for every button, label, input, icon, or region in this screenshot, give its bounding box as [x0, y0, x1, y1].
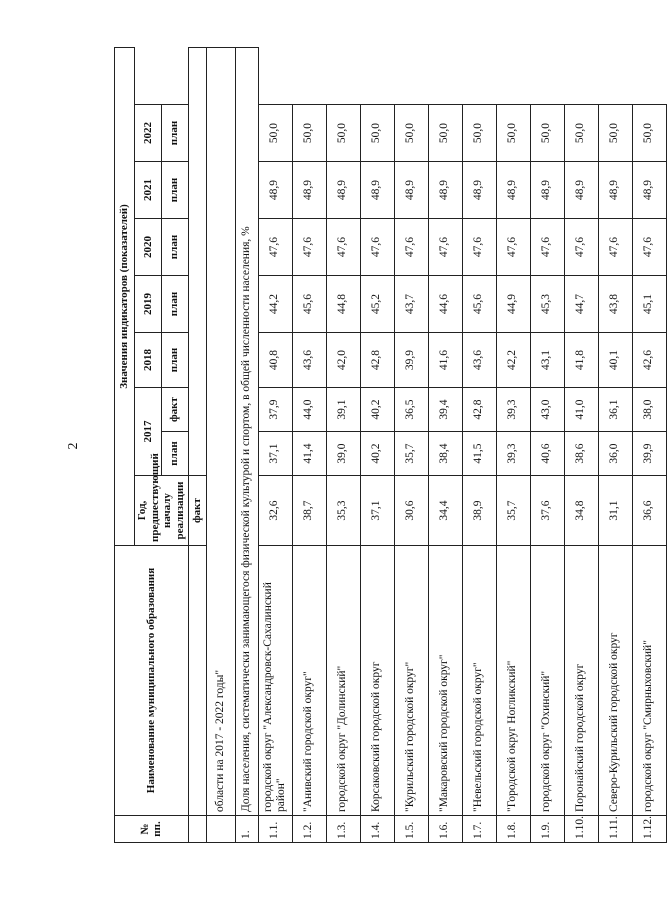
row-number: 1.4. [360, 816, 394, 843]
row-value: 41,6 [428, 333, 462, 388]
row-value: 43,7 [394, 276, 428, 333]
row-value: 40,2 [360, 432, 394, 476]
row-municipality-name: "Курильский городской округ" [394, 546, 428, 816]
row-value: 36,0 [598, 432, 632, 476]
row-value: 50,0 [326, 105, 360, 162]
row-value: 40,6 [530, 432, 564, 476]
row-municipality-name: "Анивский городской округ" [292, 546, 326, 816]
row-value: 38,9 [462, 476, 496, 546]
row-value: 50,0 [292, 105, 326, 162]
row-value: 44,7 [564, 276, 598, 333]
table-row [394, 47, 428, 842]
row-number: 1.2. [292, 816, 326, 843]
row-value: 47,6 [360, 219, 394, 276]
row-value: 48,9 [394, 162, 428, 219]
header-plan: план [161, 432, 188, 476]
row-number: 1.11. [598, 816, 632, 843]
row-number: 1.12. [632, 816, 666, 843]
row-value: 48,9 [632, 162, 666, 219]
row-value: 41,0 [564, 388, 598, 432]
row-municipality-name: Северо-Курильский городской округ [598, 546, 632, 816]
row-value: 48,9 [598, 162, 632, 219]
rotated-table-wrapper [114, 48, 655, 843]
header-year-2019: 2019 [135, 276, 162, 333]
row-value: 42,6 [632, 333, 666, 388]
row-value: 48,9 [428, 162, 462, 219]
row-municipality-name: "Макаровский городской округ" [428, 546, 462, 816]
row-value: 47,6 [530, 219, 564, 276]
row-municipality-name: городской округ "Смирныховский" [632, 546, 666, 816]
table-row [598, 47, 632, 842]
row-value: 38,0 [632, 388, 666, 432]
row-value: 48,9 [462, 162, 496, 219]
row-value: 47,6 [462, 219, 496, 276]
table-row [564, 47, 598, 842]
row-municipality-name: городской округ "Долинский" [326, 546, 360, 816]
row-value: 47,6 [598, 219, 632, 276]
row-value: 41,5 [462, 432, 496, 476]
row-value: 41,8 [564, 333, 598, 388]
row-value: 45,3 [530, 276, 564, 333]
row-number: 1.8. [496, 816, 530, 843]
row-value: 47,6 [632, 219, 666, 276]
row-value: 48,9 [258, 162, 292, 219]
row-value: 43,6 [462, 333, 496, 388]
row-number: 1.1. [258, 816, 292, 843]
page-number: 2 [66, 442, 81, 450]
table-row [292, 47, 326, 842]
header-year-2018: 2018 [135, 333, 162, 388]
row-value: 43,0 [530, 388, 564, 432]
section-blank [206, 816, 235, 843]
row-number: 1.9. [530, 816, 564, 843]
row-value: 42,0 [326, 333, 360, 388]
row-value: 43,8 [598, 276, 632, 333]
row-value: 39,9 [632, 432, 666, 476]
header-plan: план [161, 276, 188, 333]
row-value: 50,0 [428, 105, 462, 162]
table-row [496, 47, 530, 842]
row-municipality-name: городской округ "Александровск-Сахалинский район" [258, 546, 292, 816]
header-year-2022: 2022 [135, 105, 162, 162]
row-value: 48,9 [326, 162, 360, 219]
row-municipality-name: городской округ "Охинский" [530, 546, 564, 816]
header-num: № пп. [115, 816, 189, 843]
row-value: 50,0 [632, 105, 666, 162]
row-value: 34,4 [428, 476, 462, 546]
row-value: 34,8 [564, 476, 598, 546]
row-value: 45,1 [632, 276, 666, 333]
table-row [530, 47, 564, 842]
row-value: 45,6 [292, 276, 326, 333]
row-value: 32,6 [258, 476, 292, 546]
row-value: 50,0 [360, 105, 394, 162]
row-value: 47,6 [564, 219, 598, 276]
header-name: Наименование муниципального образования [115, 546, 189, 816]
table-row [326, 47, 360, 842]
table-body [206, 47, 666, 842]
header-indicators: Значения индикаторов (показателей) [115, 47, 135, 545]
row-value: 40,1 [598, 333, 632, 388]
row-value: 50,0 [496, 105, 530, 162]
row-value: 42,8 [360, 333, 394, 388]
table-row [632, 47, 666, 842]
header-plan: план [161, 333, 188, 388]
row-value: 47,6 [258, 219, 292, 276]
row-value: 40,2 [360, 388, 394, 432]
row-value: 44,2 [258, 276, 292, 333]
row-value: 48,9 [292, 162, 326, 219]
row-value: 37,1 [258, 432, 292, 476]
header-year-2020: 2020 [135, 219, 162, 276]
row-value: 44,6 [428, 276, 462, 333]
row-value: 50,0 [530, 105, 564, 162]
row-value: 44,9 [496, 276, 530, 333]
row-value: 48,9 [496, 162, 530, 219]
row-value: 43,6 [292, 333, 326, 388]
header-year-2017: 2017 [135, 388, 162, 476]
row-number: 1.3. [326, 816, 360, 843]
row-value: 35,7 [394, 432, 428, 476]
row-value: 37,9 [258, 388, 292, 432]
row-value: 39,3 [496, 388, 530, 432]
table-row [428, 47, 462, 842]
row-value: 50,0 [258, 105, 292, 162]
header-fact: факт [188, 476, 206, 546]
row-value: 37,6 [530, 476, 564, 546]
row-value: 47,6 [428, 219, 462, 276]
row-value: 50,0 [462, 105, 496, 162]
header-fact: факт [161, 388, 188, 432]
indicators-table [114, 47, 667, 843]
row-value: 38,4 [428, 432, 462, 476]
header-blank [188, 47, 206, 475]
row-value: 44,0 [292, 388, 326, 432]
section-title: Доля населения, систематически занимающегося физической культурой и спортом, в общей численности населения, % [235, 47, 258, 815]
row-value: 42,8 [462, 388, 496, 432]
row-value: 31,1 [598, 476, 632, 546]
row-municipality-name: "Невельский городской округ" [462, 546, 496, 816]
row-value: 37,1 [360, 476, 394, 546]
row-value: 40,8 [258, 333, 292, 388]
row-value: 47,6 [326, 219, 360, 276]
row-municipality-name: Поронайский городской округ [564, 546, 598, 816]
row-value: 39,3 [496, 432, 530, 476]
row-value: 39,1 [326, 388, 360, 432]
row-value: 48,9 [564, 162, 598, 219]
row-value: 50,0 [564, 105, 598, 162]
row-value: 39,4 [428, 388, 462, 432]
program-continuation: области на 2017 - 2022 годы" [206, 47, 235, 815]
row-value: 39,9 [394, 333, 428, 388]
table-row [360, 47, 394, 842]
row-value: 35,3 [326, 476, 360, 546]
row-number: 1.10. [564, 816, 598, 843]
row-number: 1.7. [462, 816, 496, 843]
table-row [462, 47, 496, 842]
row-value: 44,8 [326, 276, 360, 333]
row-value: 48,9 [360, 162, 394, 219]
row-value: 36,6 [632, 476, 666, 546]
row-value: 30,6 [394, 476, 428, 546]
row-value: 36,5 [394, 388, 428, 432]
header-plan: план [161, 162, 188, 219]
row-number: 1.5. [394, 816, 428, 843]
section-number: 1. [235, 816, 258, 843]
header-blank [188, 546, 206, 816]
header-prev-year: Год, предшествующий началу реализации [135, 476, 189, 546]
row-value: 45,2 [360, 276, 394, 333]
header-plan: план [161, 105, 188, 162]
row-value: 41,4 [292, 432, 326, 476]
row-value: 48,9 [530, 162, 564, 219]
row-value: 38,6 [564, 432, 598, 476]
row-value: 39,0 [326, 432, 360, 476]
row-municipality-name: Корсаковский городской округ [360, 546, 394, 816]
row-value: 47,6 [394, 219, 428, 276]
row-value: 43,1 [530, 333, 564, 388]
row-value: 42,2 [496, 333, 530, 388]
header-year-2021: 2021 [135, 162, 162, 219]
row-value: 36,1 [598, 388, 632, 432]
table-row [258, 47, 292, 842]
row-value: 47,6 [496, 219, 530, 276]
row-value: 47,6 [292, 219, 326, 276]
header-plan: план [161, 219, 188, 276]
row-value: 35,7 [496, 476, 530, 546]
row-value: 38,7 [292, 476, 326, 546]
table-header [115, 47, 207, 842]
row-value: 50,0 [394, 105, 428, 162]
row-number: 1.6. [428, 816, 462, 843]
header-blank [188, 816, 206, 843]
row-value: 50,0 [598, 105, 632, 162]
row-municipality-name: "Городской округ Ногликский" [496, 546, 530, 816]
row-value: 45,6 [462, 276, 496, 333]
